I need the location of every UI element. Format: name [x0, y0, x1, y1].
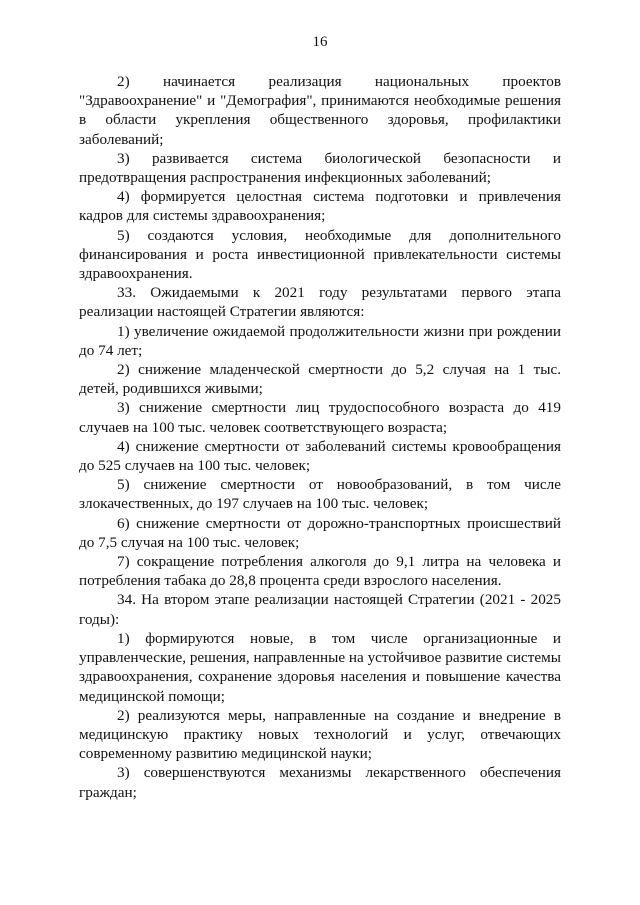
paragraph: 1) увеличение ожидаемой продолжительности жизни при рождении до 74 лет; — [79, 322, 561, 359]
document-body — [79, 72, 561, 802]
paragraph: 3) совершенствуются механизмы лекарственного обеспечения граждан; — [79, 764, 561, 801]
paragraph: 5) создаются условия, необходимые для дополнительного финансирования и роста инвестиционной привлекательности системы здравоохранения. — [79, 226, 561, 283]
paragraph: 2) снижение младенческой смертности до 5,2 случая на 1 тыс. детей, родившихся живыми; — [79, 361, 561, 398]
page-number: 16 — [312, 34, 328, 50]
paragraph: 2) реализуются меры, направленные на создание и внедрение в медицинскую практику новых технологий и услуг, отвечающих современному развитию медицинской науки; — [79, 706, 561, 763]
paragraph: 6) снижение смертности от дорожно-транспортных происшествий до 7,5 случая на 100 тыс. человек; — [79, 514, 561, 551]
paragraph: 2) начинается реализация национальных проектов "Здравоохранение" и "Демография", принимаются необходимые решения в области укрепления общественного здоровья, профилактики заболеваний; — [79, 73, 561, 148]
paragraph: 4) формируется целостная система подготовки и привлечения кадров для системы здравоохранения; — [79, 188, 561, 225]
paragraph: 7) сокращение потребления алкоголя до 9,1 литра на человека и потребления табака до 28,8 процента среди взрослого населения. — [79, 553, 561, 590]
paragraph: 5) снижение смертности от новообразований, в том числе злокачественных, до 197 случаев на 100 тыс. человек; — [79, 476, 561, 513]
paragraph: 3) снижение смертности лиц трудоспособного возраста до 419 случаев на 100 тыс. человек соответствующего возраста; — [79, 399, 561, 436]
paragraph: 1) формируются новые, в том числе организационные и управленческие, решения, направленные на устойчивое развитие системы здравоохранения, сохранение здоровья населения и повышение качества медицинской помощи; — [79, 629, 561, 705]
paragraph: 4) снижение смертности от заболеваний системы кровообращения до 525 случаев на 100 тыс. человек; — [79, 437, 561, 475]
paragraph: 3) развивается система биологической безопасности и предотвращения распространения инфекционных заболеваний; — [79, 149, 561, 187]
paragraph: 33. Ожидаемыми к 2021 году результатами первого этапа реализации настоящей Стратегии являются: — [79, 284, 561, 321]
paragraph: 34. На втором этапе реализации настоящей Стратегии (2021 - 2025 годы): — [79, 591, 561, 628]
